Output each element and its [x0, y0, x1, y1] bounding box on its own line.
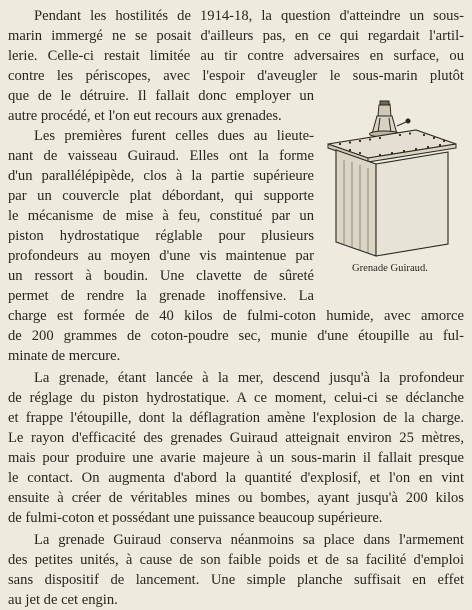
grenade-illustration — [320, 100, 470, 260]
text-line-9: d'un parallélépipède, clos à la partie supérieure — [8, 168, 314, 184]
text-line-15: permet de rendre la grenade inoffensive. La — [8, 288, 314, 304]
text-line-7: Les premières furent celles dues au lieute- — [34, 128, 314, 144]
text-line-21: et frappe l'étoupille, dont la déflagration amène l'explosion de la charge. — [8, 410, 464, 426]
text-line-10: par un couvercle plat débordant, qui supporte — [8, 188, 314, 204]
text-line-6: autre procédé, et l'on eut recours aux grenades. — [8, 108, 282, 124]
text-line-20: de réglage du piston hydrostatique. A ce moment, celui-ci se déclanche — [8, 390, 464, 406]
text-line-26: de fulmi-coton et possédant une puissance beaucoup supérieure. — [8, 510, 383, 526]
text-line-22: Le rayon d'efficacité des grenades Guiraud atteignait environ 25 mètres, — [8, 430, 464, 446]
text-line-12: piston hydrostatique réglable pour plusieurs — [8, 228, 314, 244]
text-line-25: ensuite à créer de véritables mines ou bombes, ayant jusqu'à 200 kilos — [8, 490, 464, 506]
text-line-28: des petites unités, à cause de son faible poids et de sa facilité d'emploi — [8, 552, 464, 568]
text-line-13: profondeurs au moyen d'une vis maintenue par — [8, 248, 314, 264]
text-line-24: le contact. On augmenta d'abord la quantité d'explosif, et l'on en vint — [8, 470, 464, 486]
text-line-29: sans dispositif de lancement. Une simple planche suffisait en effet — [8, 572, 464, 588]
text-line-8: nant de vaisseau Guiraud. Elles ont la forme — [8, 148, 314, 164]
text-line-30: au jet de cet engin. — [8, 592, 118, 608]
text-line-17: de 200 grammes de coton-poudre sec, munie d'une étoupille au ful- — [8, 328, 464, 344]
grenade-figure — [320, 100, 470, 290]
text-line-1: Pendant les hostilités de 1914-18, la question d'atteindre un sous- — [34, 8, 464, 24]
text-line-3: lerie. Celle-ci restait limitée au tir contre adversaires en surface, ou — [8, 48, 464, 64]
text-line-11: le mécanisme de mise à feu, constitué par un — [8, 208, 314, 224]
text-line-4: contre les périscopes, avec l'espoir d'aveugler le sous-marin plutôt — [8, 68, 464, 84]
text-line-14: un ressort à boudin. Une clavette de sûreté — [8, 268, 314, 284]
text-line-2: marin immergé ne se posait d'ailleurs pas, en ce qui regardait l'artil- — [8, 28, 464, 44]
text-line-27: La grenade Guiraud conserva néanmoins sa place dans l'armement — [34, 532, 464, 548]
text-line-5: que de le détruire. Il fallait donc employer un — [8, 88, 314, 104]
text-line-23: mais pour produire une avarie majeure à un sous-marin il fallait presque — [8, 450, 464, 466]
figure-caption: Grenade Guiraud. — [352, 263, 428, 274]
text-line-16: charge est formée de 40 kilos de fulmi-coton humide, avec amorce — [8, 308, 464, 324]
text-line-19: La grenade, étant lancée à la mer, descend jusqu'à la profondeur — [34, 370, 464, 386]
text-line-18: minate de mercure. — [8, 348, 121, 364]
